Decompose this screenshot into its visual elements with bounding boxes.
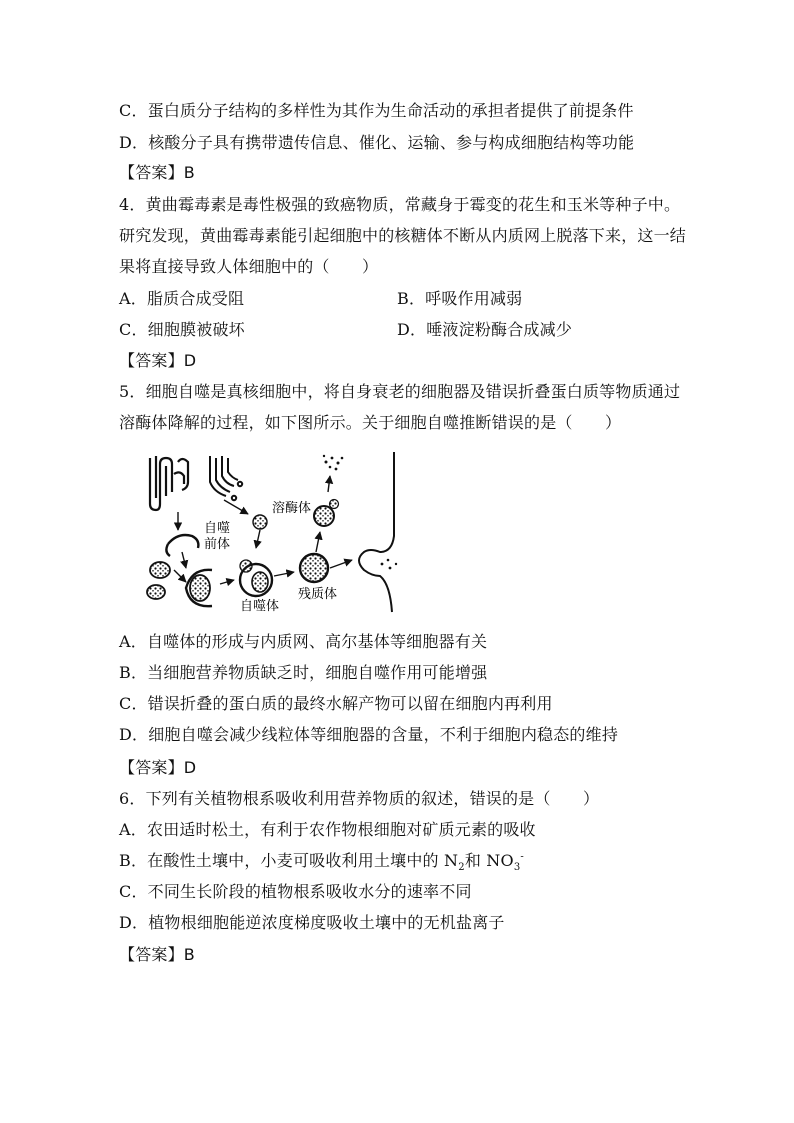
q5-option-c: C．错误折叠的蛋白质的最终水解产物可以留在细胞内再利用	[119, 694, 553, 713]
cell-membrane-icon	[359, 452, 394, 612]
engulfing-phagophore-icon	[186, 570, 212, 606]
q5-answer: 【答案】D	[119, 758, 197, 777]
q6-option-b	[119, 850, 524, 872]
lysosome-icon	[253, 515, 267, 529]
exocytosis-particles-icon	[381, 559, 398, 570]
q4-answer: 【答案】D	[119, 351, 197, 370]
q3-option-d: D．核酸分子具有携带遗传信息、催化、运输、参与构成细胞结构等功能	[119, 133, 635, 152]
q6-stem: 6．下列有关植物根系吸收利用营养物质的叙述，错误的是（ ）	[119, 789, 600, 808]
q5-option-b: B．当细胞营养物质缺乏时，细胞自噬作用可能增强	[119, 663, 488, 682]
residual-body-icon	[300, 554, 328, 582]
label-residual-body: 残质体	[298, 587, 338, 602]
q4-option-b: B．呼吸作用减弱	[397, 289, 523, 308]
q5-stem-line2: 溶酶体降解的过程，如下图所示。关于细胞自噬推断错误的是（ ）	[119, 413, 622, 432]
endoplasmic-reticulum-icon	[150, 456, 188, 510]
q4-option-d: D．唾液淀粉酶合成减少	[397, 320, 573, 339]
q4-stem-line3: 果将直接导致人体细胞中的（ ）	[119, 257, 379, 276]
q4-option-a: A．脂质合成受阻	[119, 289, 245, 308]
autophagosome-icon	[240, 560, 272, 596]
golgi-apparatus-icon	[210, 456, 242, 500]
q4-stem-line2: 研究发现，黄曲霉毒素能引起细胞中的核糖体不断从内质网上脱落下来，这一结	[119, 226, 687, 245]
q4-option-c: C．细胞膜被破坏	[119, 320, 245, 339]
no3-subscript: 3	[513, 862, 521, 874]
label-preautophagosome-2: 前体	[204, 537, 231, 552]
q6-option-b-text: B．在酸性土壤中，小麦可吸收利用土壤中的 N	[119, 851, 459, 870]
n2-subscript: 2	[458, 862, 465, 874]
label-lysosome: 溶酶体	[272, 501, 312, 516]
q6-option-d: D．植物根细胞能逆浓度梯度吸收土壤中的无机盐离子	[119, 913, 505, 932]
label-autophagosome: 自噬体	[240, 599, 280, 614]
q5-option-d: D．细胞自噬会减少线粒体等细胞器的含量，不利于细胞内稳态的维持	[119, 725, 619, 744]
released-particles-icon	[323, 455, 344, 471]
q6-option-a: A．农田适时松土，有利于农作物根细胞对矿质元素的吸收	[119, 820, 536, 839]
autophagy-diagram	[144, 452, 404, 614]
degradation-vesicle-icon	[314, 500, 339, 527]
q3-option-c: C．蛋白质分子结构的多样性为其作为生命活动的承担者提供了前提条件	[119, 101, 634, 120]
q4-stem-line1: 4．黄曲霉毒素是毒性极强的致癌物质，常藏身于霉变的花生和玉米等种子中。	[119, 195, 681, 214]
label-preautophagosome-1: 自噬	[204, 521, 231, 536]
q6-option-b-mid: 和 NO	[464, 851, 514, 870]
q6-option-c: C．不同生长阶段的植物根系吸收水分的速率不同	[119, 882, 472, 901]
q5-option-a: A．自噬体的形成与内质网、高尔基体等细胞器有关	[119, 632, 488, 651]
q3-answer: 【答案】B	[119, 163, 195, 182]
mitochondrion-icon	[147, 562, 170, 599]
q5-stem-line1: 5．细胞自噬是真核细胞中，将自身衰老的细胞器及错误折叠蛋白质等物质通过	[119, 382, 681, 401]
no3-superscript: -	[520, 851, 524, 863]
q6-answer: 【答案】B	[119, 945, 195, 964]
